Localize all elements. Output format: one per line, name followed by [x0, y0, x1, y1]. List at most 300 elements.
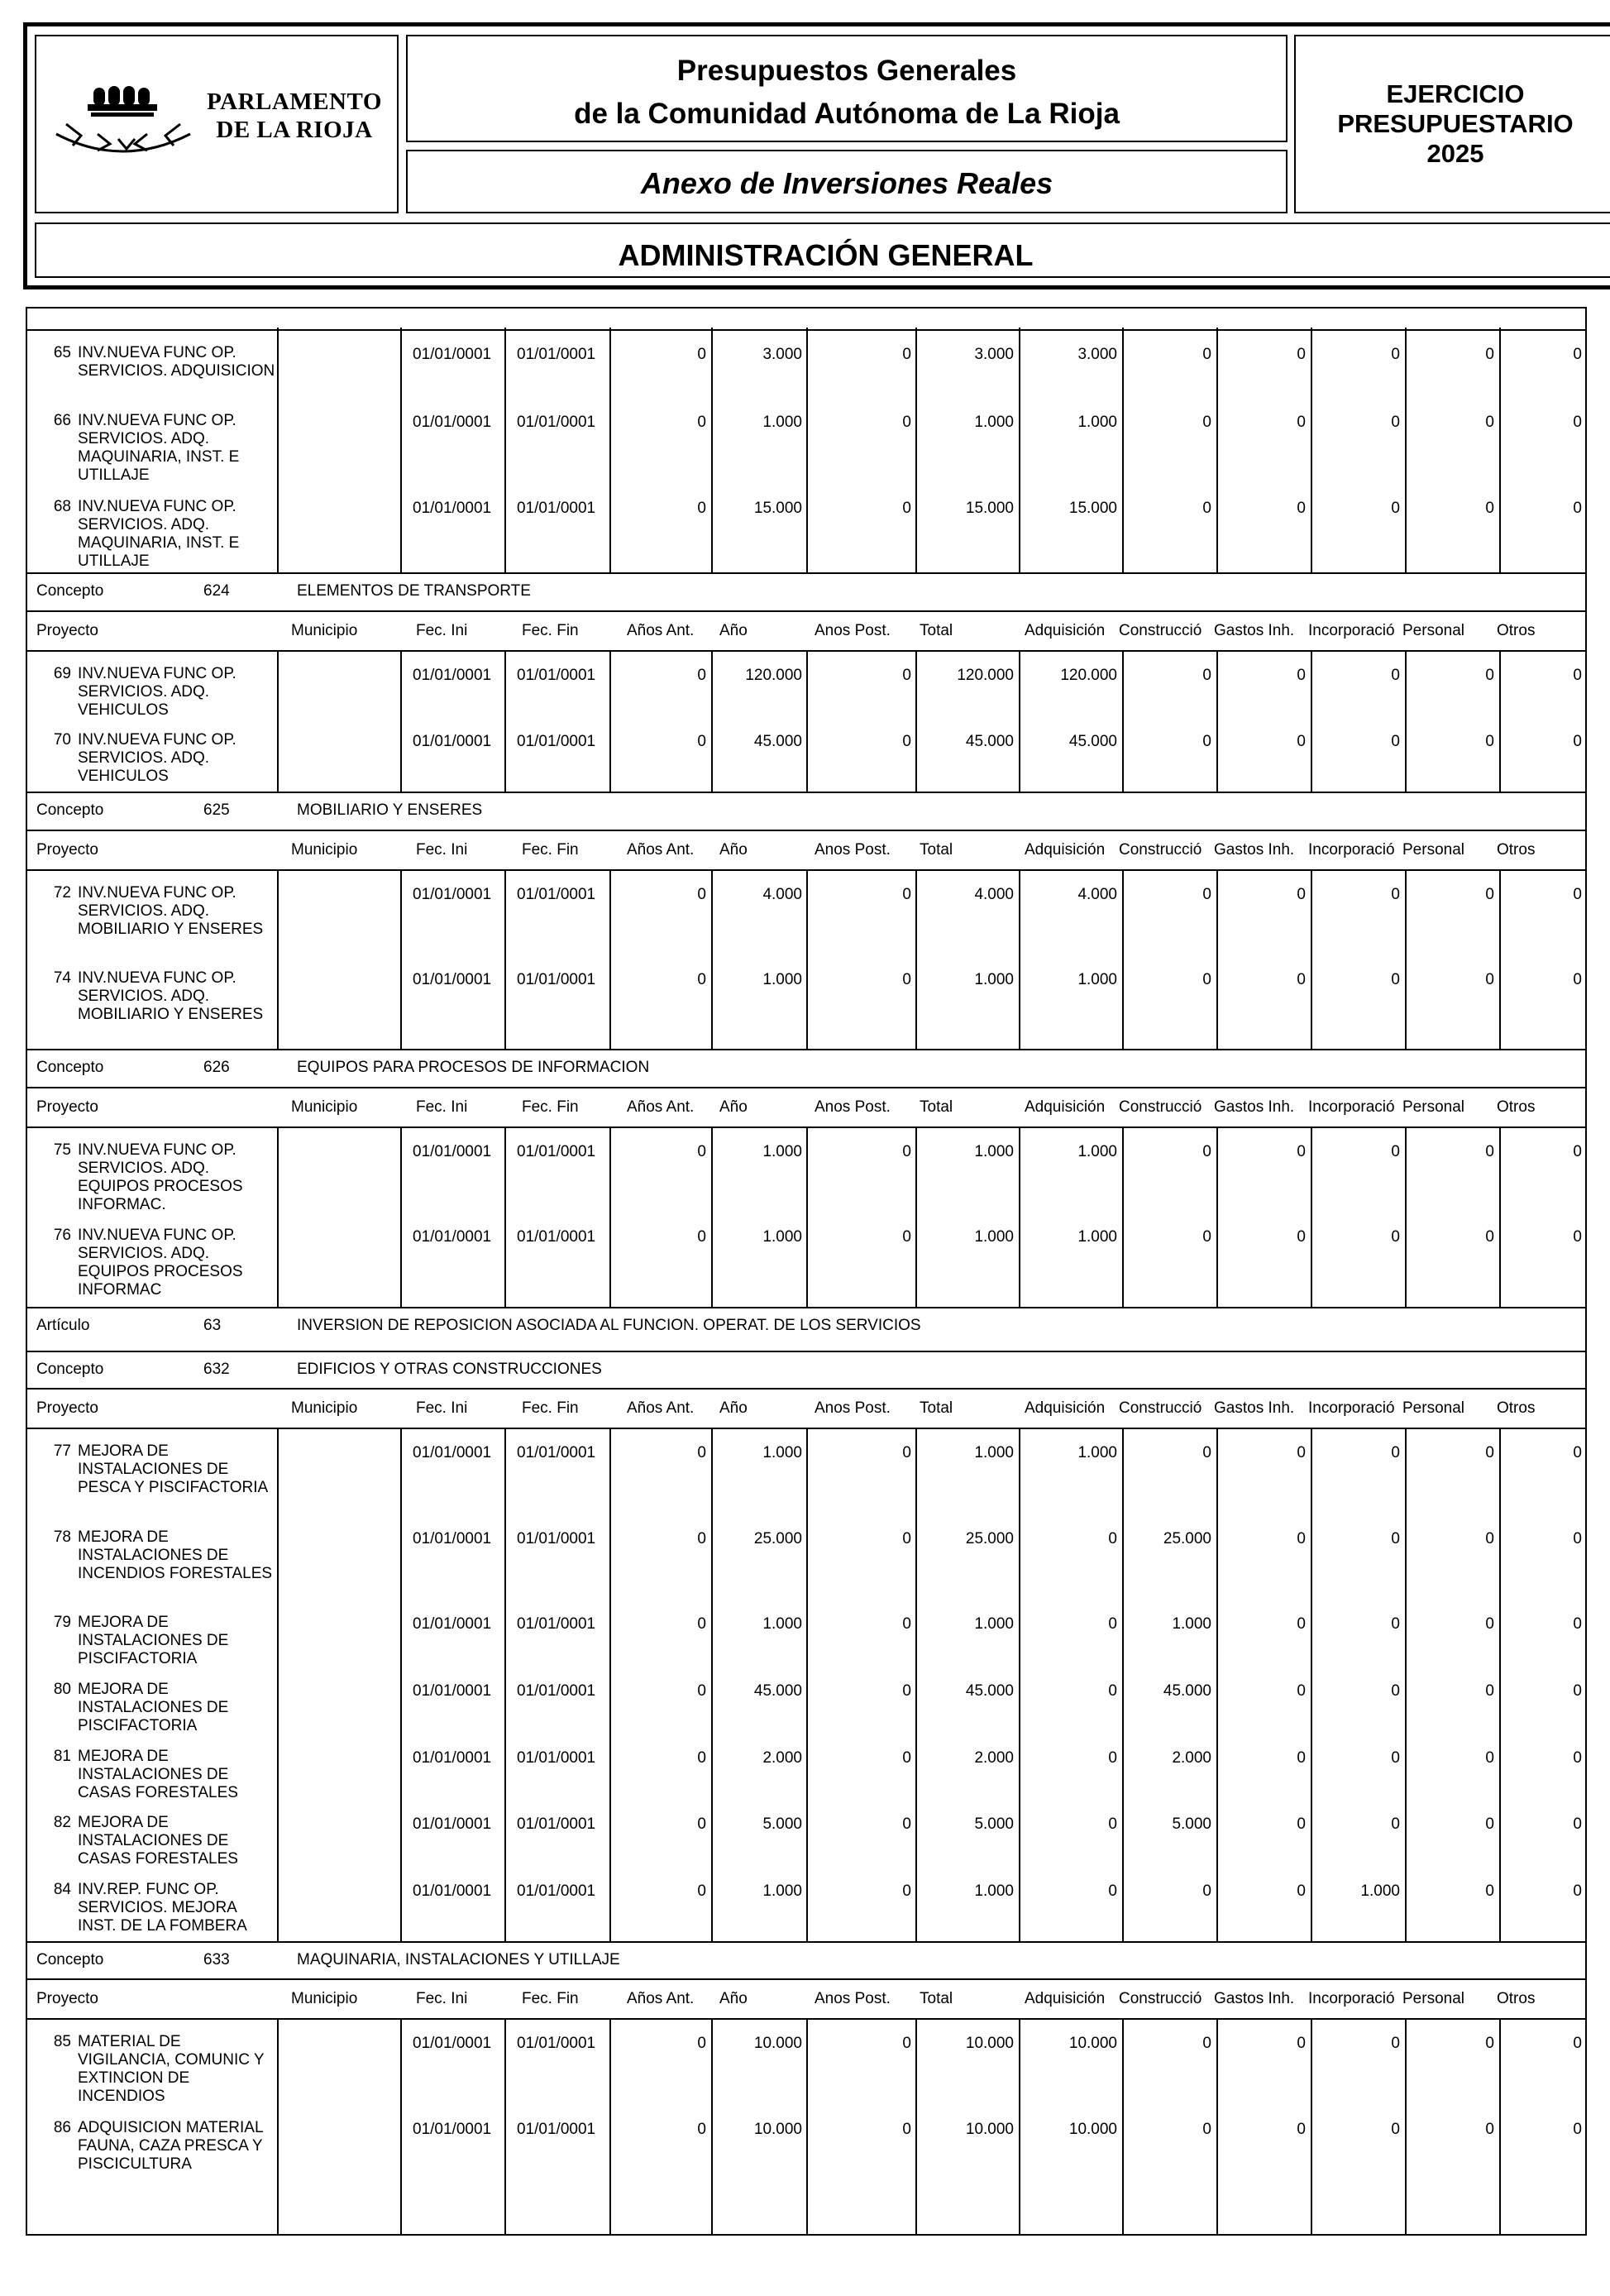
amount-cell: 0: [1391, 1444, 1400, 1461]
amount-cell: 0: [1202, 414, 1211, 431]
project-description: INV.NUEVA FUNC OP. SERVICIOS. ADQ. MOBILIARIO Y ENSERES: [78, 969, 264, 1023]
fec-ini: 01/01/0001: [413, 733, 492, 750]
column-header: Adquisición: [1025, 622, 1106, 639]
amount-cell: 0: [1202, 1228, 1211, 1246]
amount-cell: 0: [1573, 1615, 1582, 1633]
amount-cell: 0: [1202, 2035, 1211, 2052]
column-header: Anos Post.: [815, 622, 891, 639]
amount-cell: 0: [1573, 2035, 1582, 2052]
amount-cell: 1.000: [974, 1143, 1014, 1160]
amount-cell: 0: [1391, 1815, 1400, 1833]
column-header: Municipio: [291, 841, 358, 859]
amount-cell: 45.000: [753, 733, 802, 750]
amount-cell: 0: [902, 1530, 911, 1547]
amount-cell: 0: [1297, 886, 1306, 903]
fec-ini: 01/01/0001: [413, 1228, 492, 1246]
column-divider: [277, 650, 279, 792]
amount-cell: 0: [1297, 1749, 1306, 1767]
fec-ini: 01/01/0001: [413, 1882, 492, 1900]
column-header-rule: [26, 1388, 1587, 1390]
amount-cell: 0: [1297, 1530, 1306, 1547]
amount-cell: 0: [697, 733, 706, 750]
amount-cell: 1.000: [1360, 1882, 1400, 1900]
amount-cell: 1.000: [762, 1228, 802, 1246]
column-divider: [806, 328, 808, 572]
column-header-rule: [26, 830, 1587, 831]
section-rule: [26, 792, 1587, 793]
project-description: INV.NUEVA FUNC OP. SERVICIOS. ADQ. VEHICULOS: [78, 665, 236, 719]
amount-cell: 0: [1108, 1530, 1117, 1547]
column-header: Municipio: [291, 1990, 358, 2007]
column-header: Personal: [1402, 1098, 1464, 1116]
column-header: Incorporació: [1308, 1098, 1395, 1116]
amount-cell: 45.000: [965, 733, 1014, 750]
amount-cell: 10.000: [1068, 2121, 1117, 2138]
amount-cell: 5.000: [974, 1815, 1014, 1833]
fec-ini: 01/01/0001: [413, 971, 492, 988]
project-description: MEJORA DE INSTALACIONES DE PISCIFACTORIA: [78, 1614, 229, 1667]
column-divider: [277, 2018, 279, 2236]
amount-cell: 0: [1297, 1143, 1306, 1160]
column-header: Proyecto: [36, 1098, 98, 1116]
amount-cell: 0: [1485, 733, 1494, 750]
column-header: Fec. Fin: [522, 622, 579, 639]
amount-cell: 4.000: [1077, 886, 1117, 903]
amount-cell: 0: [1108, 1749, 1117, 1767]
amount-cell: 0: [697, 886, 706, 903]
column-header: Otros: [1497, 1990, 1536, 2007]
amount-cell: 0: [1573, 1749, 1582, 1767]
subtitle: Anexo de Inversiones Reales: [640, 166, 1053, 200]
fec-fin: 01/01/0001: [517, 1444, 596, 1461]
project-description: MATERIAL DE VIGILANCIA, COMUNIC Y EXTINCION DE INCENDIOS: [78, 2033, 265, 2105]
column-divider: [1499, 328, 1501, 572]
column-header: Incorporació: [1308, 622, 1395, 639]
org-line1: PARLAMENTO: [207, 88, 382, 115]
column-header: Total: [920, 1990, 953, 2007]
amount-cell: 0: [697, 667, 706, 684]
amount-cell: 0: [1573, 733, 1582, 750]
amount-cell: 25.000: [1163, 1530, 1211, 1547]
column-header: Incorporació: [1308, 841, 1395, 859]
column-header: Proyecto: [36, 1399, 98, 1417]
column-divider: [400, 650, 402, 792]
amount-cell: 0: [1485, 1530, 1494, 1547]
title-line2: de la Comunidad Autónoma de La Rioja: [574, 98, 1120, 130]
project-description: INV.NUEVA FUNC OP. SERVICIOS. ADQ. MAQUINARIA, INST. E UTILLAJE: [78, 412, 240, 484]
column-header: Año: [719, 841, 748, 859]
amount-cell: 0: [697, 1444, 706, 1461]
parliament-logo-icon: [48, 69, 205, 169]
column-divider: [400, 1428, 402, 1941]
amount-cell: 10.000: [1068, 2035, 1117, 2052]
amount-cell: 0: [1485, 414, 1494, 431]
amount-cell: 0: [1297, 971, 1306, 988]
amount-cell: 0: [1202, 886, 1211, 903]
amount-cell: 0: [697, 2035, 706, 2052]
amount-cell: 1.000: [1077, 971, 1117, 988]
column-header: Otros: [1497, 622, 1536, 639]
section-name: EQUIPOS PARA PROCESOS DE INFORMACION: [297, 1059, 650, 1076]
column-header: Municipio: [291, 1098, 358, 1116]
ejercicio-year: 2025: [1426, 139, 1484, 168]
amount-cell: 0: [1573, 414, 1582, 431]
section-name: INVERSION DE REPOSICION ASOCIADA AL FUNCION. OPERAT. DE LOS SERVICIOS: [297, 1317, 921, 1334]
amount-cell: 0: [1297, 1228, 1306, 1246]
amount-cell: 0: [1485, 1444, 1494, 1461]
amount-cell: 0: [1202, 1882, 1211, 1900]
amount-cell: 0: [1202, 346, 1211, 363]
amount-cell: 0: [1202, 2121, 1211, 2138]
column-header: Adquisición: [1025, 1399, 1106, 1417]
column-header: Construcció: [1119, 622, 1202, 639]
amount-cell: 0: [902, 414, 911, 431]
section-label: Concepto: [36, 801, 104, 819]
column-header: Fec. Fin: [522, 841, 579, 859]
column-header: Años Ant.: [627, 1399, 695, 1417]
amount-cell: 1.000: [762, 414, 802, 431]
amount-cell: 0: [1297, 2035, 1306, 2052]
section-code: 63: [203, 1317, 222, 1334]
amount-cell: 0: [1573, 667, 1582, 684]
amount-cell: 1.000: [1077, 414, 1117, 431]
amount-cell: 10.000: [965, 2035, 1014, 2052]
amount-cell: 0: [902, 1815, 911, 1833]
row-number: 66: [53, 412, 71, 429]
amount-cell: 1.000: [1077, 1228, 1117, 1246]
amount-cell: 1.000: [762, 1615, 802, 1633]
amount-cell: 0: [697, 1749, 706, 1767]
section-label: Concepto: [36, 1361, 104, 1378]
amount-cell: 25.000: [753, 1530, 802, 1547]
column-divider: [1122, 328, 1124, 572]
subtitle-box: [406, 150, 1288, 213]
column-divider: [400, 2018, 402, 2236]
column-header: Otros: [1497, 1399, 1536, 1417]
amount-cell: 0: [1485, 667, 1494, 684]
amount-cell: 0: [902, 2121, 911, 2138]
amount-cell: 0: [1485, 500, 1494, 517]
amount-cell: 0: [1297, 1882, 1306, 1900]
section-code: 632: [203, 1361, 230, 1378]
project-description: ADQUISICION MATERIAL FAUNA, CAZA PRESCA Y PISCICULTURA: [78, 2119, 263, 2173]
amount-cell: 0: [902, 500, 911, 517]
ejercicio-line2: PRESUPUESTARIO: [1337, 109, 1574, 138]
section-name: MOBILIARIO Y ENSERES: [297, 801, 483, 819]
amount-cell: 0: [1297, 1444, 1306, 1461]
column-divider: [277, 328, 279, 572]
row-number: 84: [53, 1881, 71, 1898]
column-header: Proyecto: [36, 622, 98, 639]
amount-cell: 0: [697, 1682, 706, 1700]
column-divider: [806, 1126, 808, 1307]
row-number: 76: [53, 1227, 71, 1244]
column-header: Construcció: [1119, 1098, 1202, 1116]
column-header: Fec. Ini: [416, 841, 468, 859]
amount-cell: 3.000: [1077, 346, 1117, 363]
amount-cell: 0: [1573, 1530, 1582, 1547]
row-number: 85: [53, 2033, 71, 2050]
column-header: Proyecto: [36, 1990, 98, 2007]
column-header: Año: [719, 1098, 748, 1116]
column-header: Fec. Fin: [522, 1098, 579, 1116]
project-description: MEJORA DE INSTALACIONES DE PESCA Y PISCIFACTORIA: [78, 1442, 269, 1496]
row-number: 78: [53, 1528, 71, 1546]
section-rule: [26, 1941, 1587, 1943]
amount-cell: 2.000: [1172, 1749, 1211, 1767]
amount-cell: 0: [697, 1815, 706, 1833]
fec-ini: 01/01/0001: [413, 1749, 492, 1767]
column-header: Anos Post.: [815, 1098, 891, 1116]
column-header: Proyecto: [36, 841, 98, 859]
project-description: MEJORA DE INSTALACIONES DE INCENDIOS FORESTALES: [78, 1528, 273, 1582]
amount-cell: 0: [1391, 1228, 1400, 1246]
fec-ini: 01/01/0001: [413, 667, 492, 684]
column-divider: [806, 869, 808, 1049]
fec-fin: 01/01/0001: [517, 733, 596, 750]
amount-cell: 0: [697, 1228, 706, 1246]
amount-cell: 1.000: [762, 1882, 802, 1900]
amount-cell: 15.000: [1068, 500, 1117, 517]
section-label: Concepto: [36, 582, 104, 600]
amount-cell: 4.000: [762, 886, 802, 903]
column-divider: [609, 328, 611, 572]
project-description: MEJORA DE INSTALACIONES DE CASAS FORESTALES: [78, 1748, 238, 1801]
fec-fin: 01/01/0001: [517, 1143, 596, 1160]
column-divider: [504, 650, 506, 792]
fec-fin: 01/01/0001: [517, 2035, 596, 2052]
row-number: 72: [53, 884, 71, 902]
amount-cell: 0: [1485, 1682, 1494, 1700]
column-header: Construcció: [1119, 1990, 1202, 2007]
parliament-name: [197, 88, 392, 144]
fec-fin: 01/01/0001: [517, 2121, 596, 2138]
column-header: Adquisición: [1025, 1098, 1106, 1116]
amount-cell: 2.000: [762, 1749, 802, 1767]
column-divider: [277, 869, 279, 1049]
fec-fin: 01/01/0001: [517, 1882, 596, 1900]
row-number: 68: [53, 498, 71, 515]
amount-cell: 45.000: [965, 1682, 1014, 1700]
column-divider: [711, 328, 713, 572]
amount-cell: 0: [902, 346, 911, 363]
fec-ini: 01/01/0001: [413, 1682, 492, 1700]
amount-cell: 0: [1108, 1815, 1117, 1833]
amount-cell: 0: [1485, 1749, 1494, 1767]
column-divider: [277, 1126, 279, 1307]
column-header: Gastos Inh.: [1214, 622, 1295, 639]
amount-cell: 0: [902, 1749, 911, 1767]
amount-cell: 0: [1297, 667, 1306, 684]
amount-cell: 0: [1202, 1444, 1211, 1461]
column-divider: [1405, 328, 1407, 572]
column-header: Anos Post.: [815, 841, 891, 859]
amount-cell: 0: [1297, 1615, 1306, 1633]
section-label: Concepto: [36, 1059, 104, 1076]
section-name: EDIFICIOS Y OTRAS CONSTRUCCIONES: [297, 1361, 602, 1378]
amount-cell: 1.000: [974, 1615, 1014, 1633]
fec-ini: 01/01/0001: [413, 1815, 492, 1833]
amount-cell: 1.000: [1172, 1615, 1211, 1633]
amount-cell: 0: [1573, 1682, 1582, 1700]
column-header: Fec. Ini: [416, 1098, 468, 1116]
section-code: 633: [203, 1951, 230, 1968]
column-header: Municipio: [291, 1399, 358, 1417]
amount-cell: 15.000: [753, 500, 802, 517]
amount-cell: 25.000: [965, 1530, 1014, 1547]
column-header: Total: [920, 1399, 953, 1417]
fec-fin: 01/01/0001: [517, 414, 596, 431]
section-code: 624: [203, 582, 230, 600]
row-number: 65: [53, 344, 71, 361]
project-description: INV.REP. FUNC OP. SERVICIOS. MEJORA INST. DE LA FOMBERA: [78, 1881, 247, 1935]
fec-fin: 01/01/0001: [517, 1682, 596, 1700]
column-header: Anos Post.: [815, 1990, 891, 2007]
amount-cell: 0: [1202, 500, 1211, 517]
column-header: Años Ant.: [627, 622, 695, 639]
amount-cell: 120.000: [1060, 667, 1117, 684]
amount-cell: 0: [1202, 733, 1211, 750]
amount-cell: 120.000: [957, 667, 1014, 684]
fec-fin: 01/01/0001: [517, 1815, 596, 1833]
amount-cell: 0: [1391, 886, 1400, 903]
fec-ini: 01/01/0001: [413, 1530, 492, 1547]
column-header: Personal: [1402, 1399, 1464, 1417]
section-name: ELEMENTOS DE TRANSPORTE: [297, 582, 531, 600]
amount-cell: 0: [697, 971, 706, 988]
amount-cell: 0: [1485, 971, 1494, 988]
amount-cell: 0: [1573, 971, 1582, 988]
amount-cell: 0: [902, 667, 911, 684]
project-description: INV.NUEVA FUNC OP. SERVICIOS. ADQ. EQUIPOS PROCESOS INFORMAC.: [78, 1141, 243, 1213]
fec-ini: 01/01/0001: [413, 414, 492, 431]
amount-cell: 1.000: [974, 414, 1014, 431]
fec-fin: 01/01/0001: [517, 1749, 596, 1767]
amount-cell: 0: [1485, 1615, 1494, 1633]
column-divider: [1311, 328, 1312, 572]
amount-cell: 120.000: [745, 667, 802, 684]
row-number: 79: [53, 1614, 71, 1631]
amount-cell: 4.000: [974, 886, 1014, 903]
section-rule: [26, 1351, 1587, 1352]
amount-cell: 0: [902, 886, 911, 903]
column-header: Años Ant.: [627, 1990, 695, 2007]
amount-cell: 0: [1391, 2035, 1400, 2052]
row-number: 70: [53, 731, 71, 749]
amount-cell: 1.000: [762, 1143, 802, 1160]
org-line2: DE LA RIOJA: [216, 117, 373, 143]
section-rule: [26, 1307, 1587, 1308]
project-description: MEJORA DE INSTALACIONES DE CASAS FORESTALES: [78, 1814, 238, 1868]
amount-cell: 0: [1485, 1143, 1494, 1160]
column-header: Gastos Inh.: [1214, 1098, 1295, 1116]
fec-fin: 01/01/0001: [517, 1530, 596, 1547]
column-divider: [1216, 328, 1218, 572]
column-header: Fec. Fin: [522, 1399, 579, 1417]
amount-cell: 0: [1297, 1815, 1306, 1833]
column-divider: [504, 1428, 506, 1941]
column-header: Personal: [1402, 841, 1464, 859]
fec-fin: 01/01/0001: [517, 971, 596, 988]
amount-cell: 0: [1485, 346, 1494, 363]
row-number: 86: [53, 2119, 71, 2136]
column-header: Fec. Ini: [416, 622, 468, 639]
amount-cell: 1.000: [974, 1228, 1014, 1246]
fec-ini: 01/01/0001: [413, 1615, 492, 1633]
column-header: Fec. Ini: [416, 1399, 468, 1417]
row-number: 74: [53, 969, 71, 987]
column-header: Año: [719, 1990, 748, 2007]
amount-cell: 0: [1202, 971, 1211, 988]
column-header: Construcció: [1119, 1399, 1202, 1417]
project-description: INV.NUEVA FUNC OP. SERVICIOS. ADQUISICION: [78, 344, 275, 380]
amount-cell: 0: [1391, 500, 1400, 517]
column-divider: [504, 869, 506, 1049]
row-number: 81: [53, 1748, 71, 1765]
amount-cell: 0: [1297, 414, 1306, 431]
amount-cell: 0: [697, 1143, 706, 1160]
column-divider: [504, 2018, 506, 2236]
amount-cell: 0: [1573, 1882, 1582, 1900]
amount-cell: 0: [902, 733, 911, 750]
amount-cell: 0: [1391, 414, 1400, 431]
column-header: Adquisición: [1025, 841, 1106, 859]
amount-cell: 0: [697, 1882, 706, 1900]
column-divider: [806, 2018, 808, 2236]
amount-cell: 0: [1391, 1682, 1400, 1700]
row-number: 69: [53, 665, 71, 682]
project-description: INV.NUEVA FUNC OP. SERVICIOS. ADQ. EQUIPOS PROCESOS INFORMAC: [78, 1227, 243, 1299]
column-header: Años Ant.: [627, 841, 695, 859]
ejercicio-box: [1294, 35, 1610, 213]
column-header: Incorporació: [1308, 1990, 1395, 2007]
column-header: Gastos Inh.: [1214, 1990, 1295, 2007]
amount-cell: 5.000: [762, 1815, 802, 1833]
column-divider: [915, 328, 917, 572]
fec-fin: 01/01/0001: [517, 886, 596, 903]
amount-cell: 0: [1297, 733, 1306, 750]
column-header-rule: [26, 610, 1587, 612]
amount-cell: 0: [1202, 667, 1211, 684]
amount-cell: 1.000: [1077, 1143, 1117, 1160]
project-description: INV.NUEVA FUNC OP. SERVICIOS. ADQ. VEHICULOS: [78, 731, 236, 785]
section-box: [35, 222, 1610, 278]
fec-ini: 01/01/0001: [413, 500, 492, 517]
project-description: MEJORA DE INSTALACIONES DE PISCIFACTORIA: [78, 1681, 229, 1734]
amount-cell: 0: [1391, 2121, 1400, 2138]
amount-cell: 0: [1391, 733, 1400, 750]
column-divider: [504, 1126, 506, 1307]
amount-cell: 0: [1391, 1749, 1400, 1767]
amount-cell: 10.000: [753, 2121, 802, 2138]
ejercicio-line1: EJERCICIO: [1386, 79, 1525, 108]
fec-ini: 01/01/0001: [413, 1143, 492, 1160]
row-number: 75: [53, 1141, 71, 1159]
amount-cell: 0: [697, 1615, 706, 1633]
project-description: INV.NUEVA FUNC OP. SERVICIOS. ADQ. MOBILIARIO Y ENSERES: [78, 884, 264, 938]
section-rule: [26, 572, 1587, 574]
amount-cell: 0: [1573, 1815, 1582, 1833]
amount-cell: 45.000: [1068, 733, 1117, 750]
amount-cell: 0: [1391, 1143, 1400, 1160]
section-rule: [26, 1049, 1587, 1050]
amount-cell: 0: [1391, 971, 1400, 988]
amount-cell: 0: [1108, 1615, 1117, 1633]
amount-cell: 0: [1573, 2121, 1582, 2138]
column-header: Fec. Ini: [416, 1990, 468, 2007]
section-title: ADMINISTRACIÓN GENERAL: [618, 238, 1034, 272]
amount-cell: 0: [1573, 1143, 1582, 1160]
